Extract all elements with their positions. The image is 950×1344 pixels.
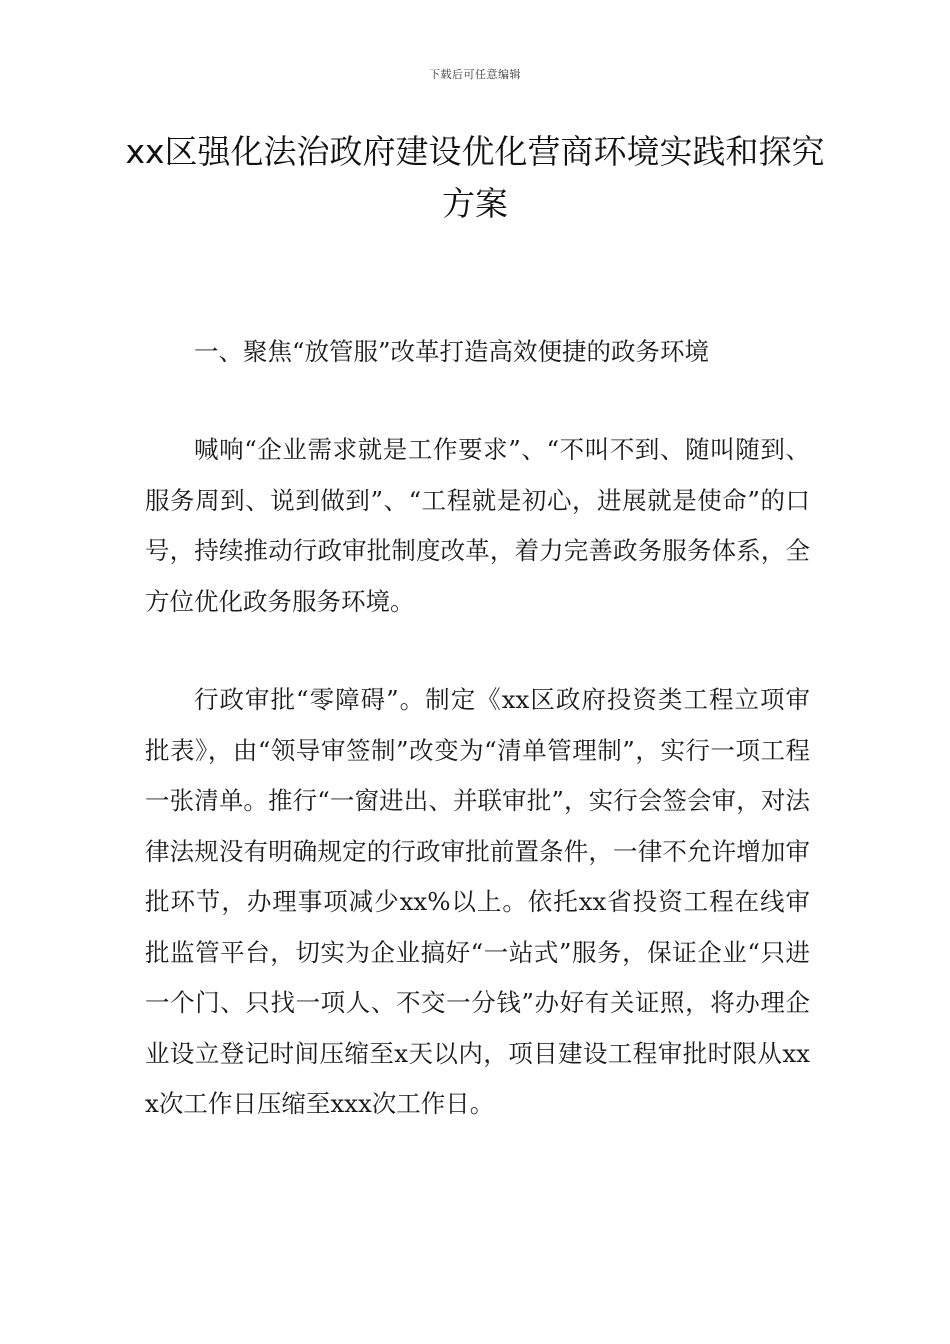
paragraph: 喊响“企业需求就是工作要求”、“不叫不到、随叫随到、服务周到、说到做到”、“工程就是初心，进展就是使命”的口号，持续推动行政审批制度改革，着力完善政务服务体系，全方位优化政务服务环境。 [145, 435, 810, 616]
section-heading: 一、聚焦“放管服”改革打造高效便捷的政务环境 [194, 337, 710, 366]
document-title: xx区强化法治政府建设优化营商环境实践和探究方案 [125, 132, 825, 223]
paragraph: 行政审批“零障碍”。制定《xx区政府投资类工程立项审批表》，由“领导审签制”改变为“清单管理制”，实行一项工程一张清单。推行“一窗进出、并联审批”，实行会签会审，对法律法规没有明确规定的行政审批前置条件，一律不允许增加审批环节，办理事项减少xx%以上。依托xx省投资工程在线审批监管平台，切实为企业搞好“一站式”服务，保证企业“只进一个门、只找一项人、不交一分钱”办好有关证照，将办理企业设立登记时间压缩至x天以内，项目建设工程审批时限从xxx次工作日压缩至xxx次工作日。 [145, 685, 810, 1118]
header-note: 下载后可任意编辑 [429, 68, 521, 81]
